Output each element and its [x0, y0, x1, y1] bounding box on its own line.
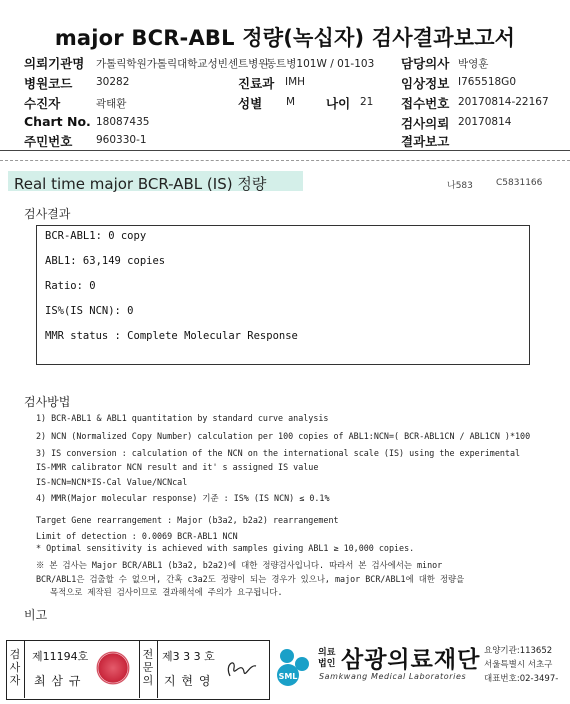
report-title: major BCR-ABL 정량(녹십자) 검사결과보고서	[54, 26, 516, 50]
section-code-1: 나583	[447, 181, 473, 191]
age-label: 나이	[326, 96, 351, 111]
header-divider-dashed	[0, 160, 570, 161]
sig-divider-2	[139, 640, 140, 698]
resident-no-value: 960330-1	[96, 134, 147, 146]
org-phone: 대표번호:02-3497-	[484, 674, 559, 684]
clinical-info-label: 임상정보	[401, 76, 450, 91]
patient-value: 곽태환	[96, 98, 127, 110]
dept-value: IMH	[285, 76, 306, 88]
sml-logo-text: SML	[278, 672, 298, 681]
dept-label: 진료과	[238, 76, 275, 91]
note-line-2: BCR/ABL1은 검출할 수 없으며, 간혹 c3a2도 정량이 되는 경우가 있으나, major BCR/ABL1에 대한 정량을	[36, 574, 465, 584]
report-label: 결과보고	[401, 134, 450, 149]
org-name-en: Samkwang Medical Laboratories	[319, 672, 467, 681]
age-value: 21	[360, 96, 374, 108]
ward-value: 동트병101W / 01-103	[266, 58, 375, 70]
results-heading: 검사결과	[24, 207, 71, 221]
result-ratio: Ratio: 0	[45, 280, 96, 292]
specialist-license-no: 제3 3 3 호	[162, 650, 215, 663]
limit-of-detection: Limit of detection : 0.0069 BCR-ABL1 NCN	[36, 531, 238, 541]
tester-name: 최 삼 규	[34, 674, 82, 688]
tester-license-no: 제11194호	[32, 650, 89, 663]
tester-label: 검사자	[9, 648, 21, 687]
hospital-code-label: 병원코드	[24, 76, 73, 91]
remarks-heading: 비고	[24, 608, 48, 622]
org-code: 요양기관:113652	[484, 646, 553, 656]
header-divider-top	[0, 150, 570, 151]
specialist-label: 전문의	[142, 648, 154, 687]
sig-divider-1	[24, 640, 25, 698]
org-name: 삼광의료재단	[341, 647, 481, 673]
target-gene: Target Gene rearrangement : Major (b3a2, b2a2) rearrangement	[36, 515, 339, 525]
note-line-3: 목적으로 제작된 검사이므로 결과해석에 주의가 요구됩니다.	[50, 587, 283, 597]
signature-icon	[222, 654, 260, 684]
org-prefix-bottom: 법인	[318, 659, 336, 669]
result-is-percent: IS%(IS NCN): 0	[45, 305, 134, 317]
request-label: 검사의뢰	[401, 116, 450, 131]
method-item-2: 2) NCN (Normalized Copy Number) calculation per 100 copies of ABL1:NCN=( BCR-ABL1CN / ABL1CN )*100	[36, 431, 531, 441]
receipt-value: 20170814-22167	[458, 96, 549, 108]
seal-stamp-icon	[96, 651, 130, 685]
sex-value: M	[286, 96, 296, 108]
specialist-name: 지 현 영	[164, 674, 212, 688]
institution-label: 의뢰기관명	[24, 56, 85, 71]
receipt-label: 접수번호	[401, 96, 450, 111]
method-item-4: 4) MMR(Major molecular response) 기준 : IS% (IS NCN) ≤ 0.1%	[36, 493, 330, 503]
result-abl1: ABL1: 63,149 copies	[45, 255, 166, 267]
method-item-3c: IS-NCN=NCN*IS-Cal Value/NCNcal	[36, 477, 188, 487]
method-item-1: 1) BCR-ABL1 & ABL1 quantitation by standard curve analysis	[36, 413, 329, 423]
institution-value: 가톨릭학원가톨릭대학교성빈센트병원	[96, 58, 269, 70]
doctor-value: 박영훈	[458, 58, 489, 70]
results-box	[36, 225, 530, 365]
note-line-1: ※ 본 검사는 Major BCR/ABL1 (b3a2, b2a2)에 대한 정량검사입니다. 따라서 본 검사에서는 minor	[36, 560, 443, 570]
org-prefix-top: 의료	[318, 648, 336, 658]
sig-divider-3	[157, 640, 158, 698]
result-bcr-abl1: BCR-ABL1: 0 copy	[45, 230, 147, 242]
method-item-3: 3) IS conversion : calculation of the NCN on the international scale (IS) using the experimental	[36, 448, 521, 458]
result-mmr-status: MMR status : Complete Molecular Response	[45, 330, 298, 342]
hospital-code-value: 30282	[96, 76, 130, 88]
patient-label: 수진자	[24, 96, 61, 111]
section-code-2: C5831166	[496, 178, 543, 188]
org-address: 서울특별시 서초구	[484, 660, 553, 670]
chart-no-value: 18087435	[96, 116, 150, 128]
chart-no-label: Chart No.	[24, 114, 91, 129]
method-heading: 검사방법	[24, 395, 71, 409]
method-item-3b: IS-MMR calibrator NCN result and it' s assigned IS value	[36, 462, 319, 472]
section-title: Real time major BCR-ABL (IS) 정량	[14, 175, 267, 193]
request-value: 20170814	[458, 116, 512, 128]
resident-no-label: 주민번호	[24, 134, 73, 149]
sex-label: 성별	[238, 96, 263, 111]
doctor-label: 담당의사	[401, 56, 450, 71]
optimal-sensitivity: * Optimal sensitivity is achieved with samples giving ABL1 ≥ 10,000 copies.	[36, 543, 415, 553]
clinical-info-value: I765518G0	[458, 76, 516, 88]
sml-logo-icon	[272, 642, 316, 690]
